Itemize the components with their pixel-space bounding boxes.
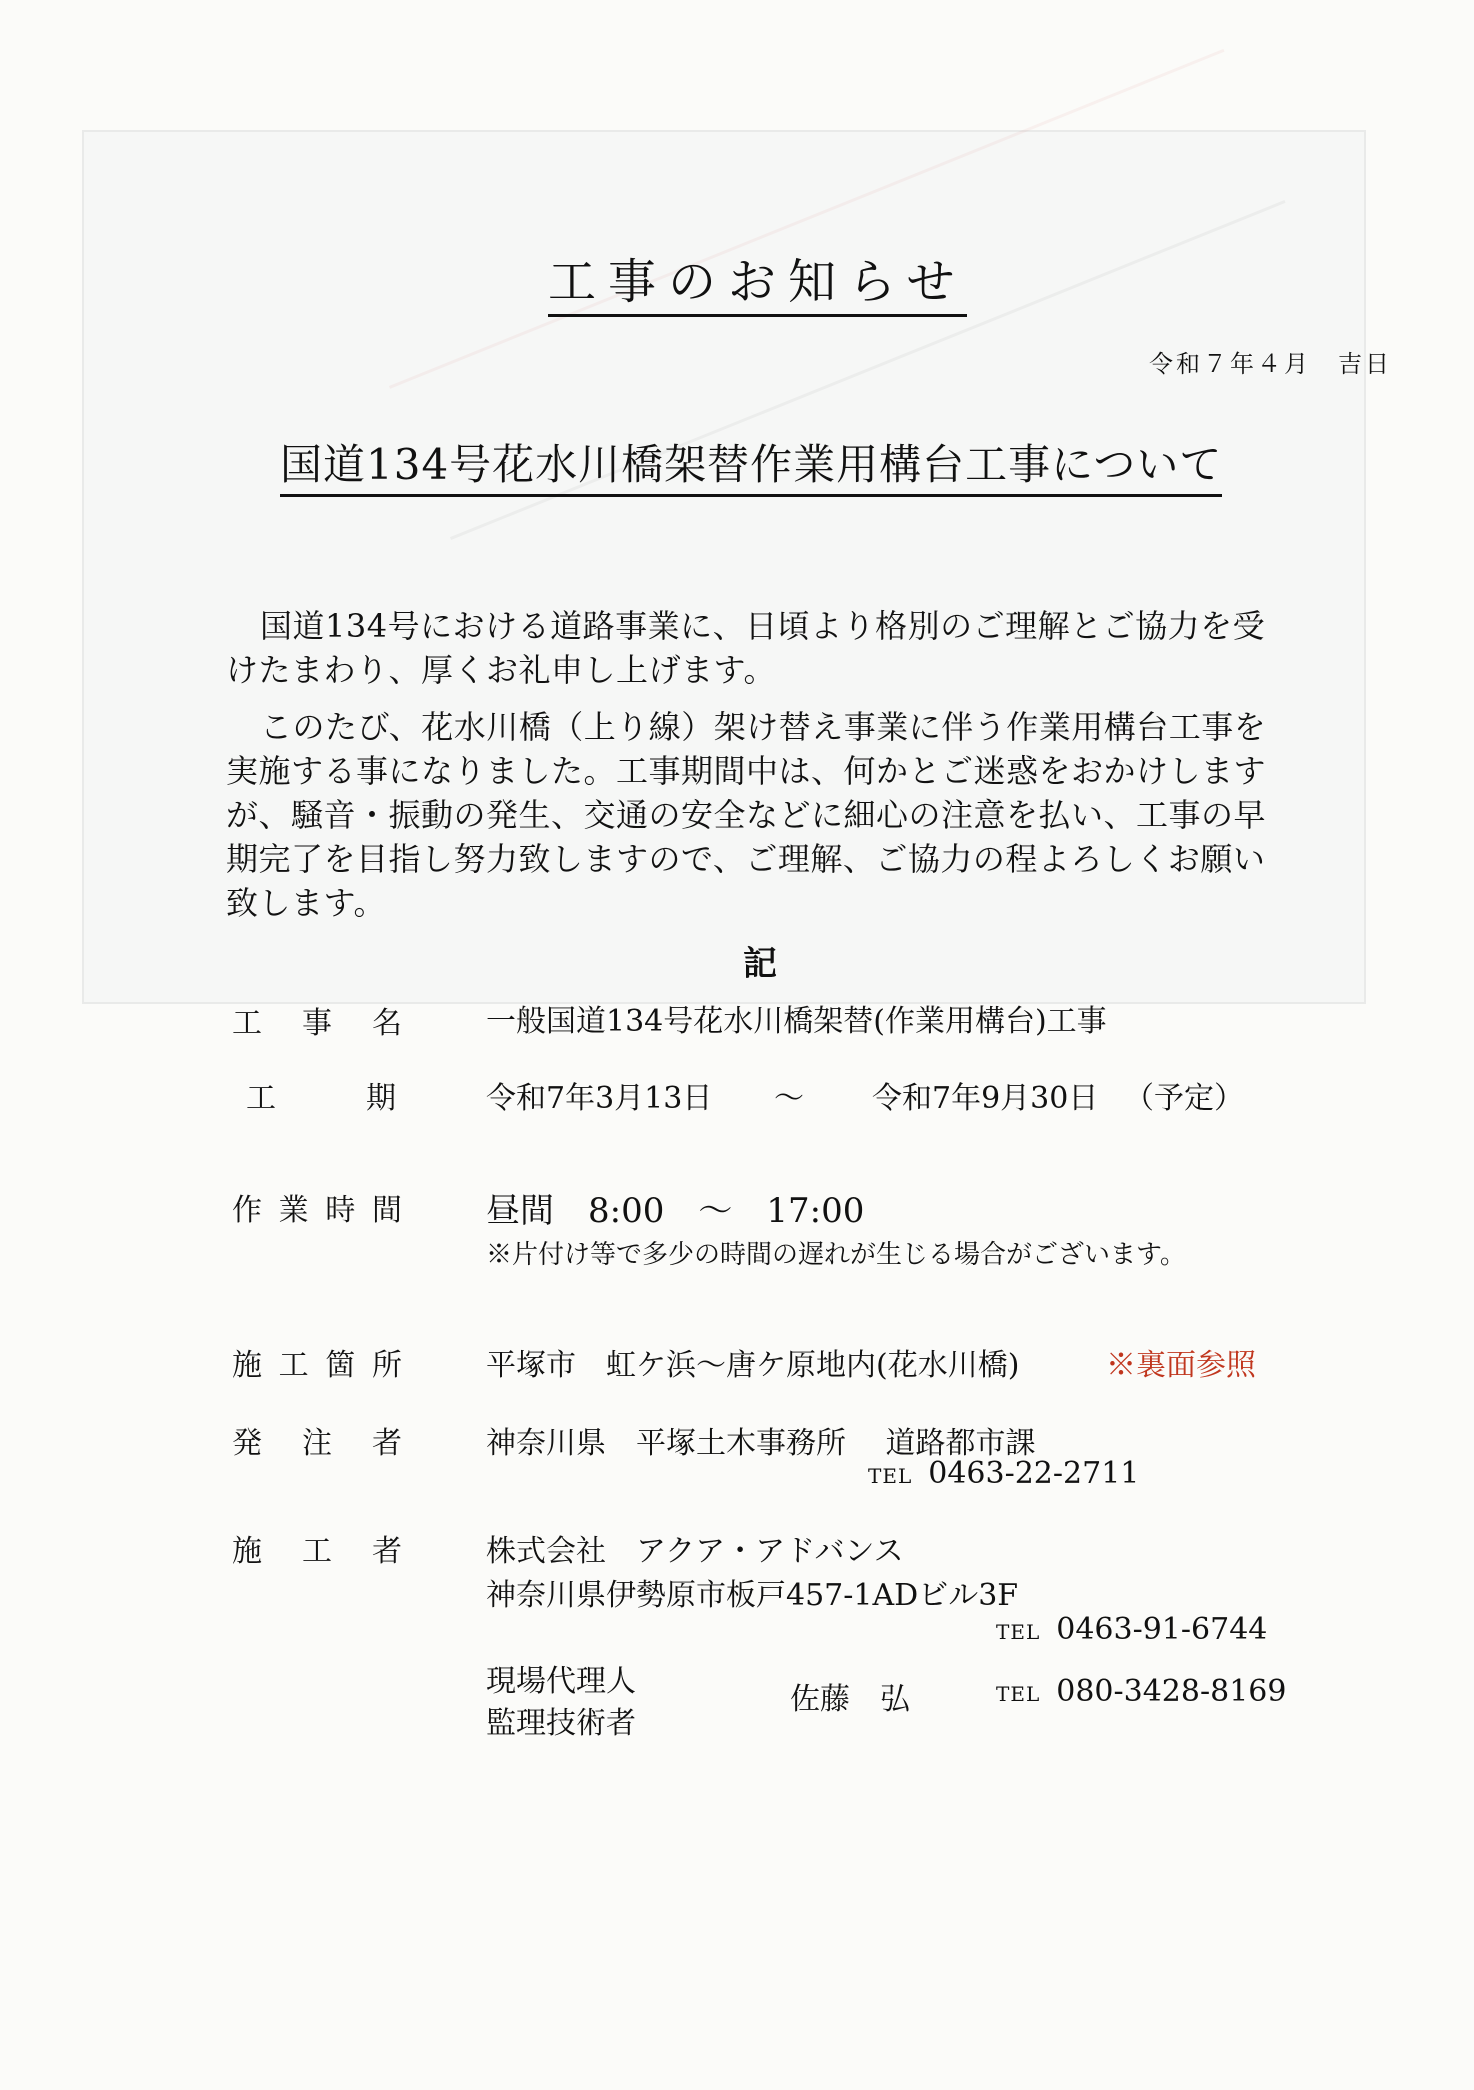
orderer-value: 神奈川県 平塚土木事務所 道路都市課 (486, 1426, 1036, 1461)
supervising-engineer-role: 監理技術者 (486, 1706, 636, 1741)
construction-name-value: 一般国道134号花水川橋架替(作業用構台)工事 (486, 1004, 1107, 1039)
body-paragraph-1: 国道134号における道路事業に、日頃より格別のご理解とご協力を受けたまわり、厚くお礼申し上げます。 (226, 607, 1266, 689)
work-hours-value: 昼間 8:00 ～ 17:00 (486, 1191, 865, 1231)
period-end: 令和7年9月30日 (872, 1081, 1099, 1116)
contractor-person: 佐藤 弘 (790, 1682, 910, 1717)
contractor-tel (996, 1612, 1267, 1647)
work-hours-note: ※片付け等で多少の時間の遅れが生じる場合がございます。 (486, 1240, 1186, 1270)
ki-heading: 記 (743, 944, 777, 984)
contractor-label: 施工者 (232, 1534, 402, 1569)
orderer-tel (868, 1456, 1139, 1491)
notice-title: 工事のお知らせ (548, 252, 967, 317)
period-label: 工期 (246, 1081, 396, 1116)
notice-date: 令和７年４月 吉日 (1149, 350, 1392, 378)
notice-body (226, 604, 1286, 938)
contractor-tel-label: TEL (996, 1620, 1041, 1644)
orderer-tel-label: TEL (868, 1464, 913, 1488)
site-agent-role: 現場代理人 (486, 1664, 636, 1699)
period-separator: ～ (774, 1081, 804, 1116)
construction-name-label: 工事名 (232, 1006, 402, 1041)
location-label: 施工箇所 (232, 1348, 402, 1383)
body-paragraph-2: このたび、花水川橋（上り線）架け替え事業に伴う作業用構台工事を実施する事になりました。工事期間中は、何かとご迷惑をおかけしますが、騒音・振動の発生、交通の安全などに細心の注意を払い、工事の早期完了を目指し努力致しますので、ご理解、ご協力の程よろしくお願い致します。 (226, 708, 1267, 922)
period-note: （予定） (1124, 1081, 1244, 1116)
period-start: 令和7年3月13日 (486, 1081, 713, 1116)
contractor-mobile-number: 080-3428-8169 (1056, 1674, 1287, 1709)
contractor-mobile (996, 1674, 1286, 1709)
contractor-company: 株式会社 アクア・アドバンス (486, 1534, 904, 1569)
location-note: ※裏面参照 (1106, 1348, 1256, 1383)
contractor-mobile-label: TEL (996, 1682, 1041, 1706)
notice-subject: 国道134号花水川橋架替作業用構台工事について (280, 438, 1222, 497)
orderer-label: 発注者 (232, 1426, 402, 1461)
location-value: 平塚市 虹ケ浜～唐ケ原地内(花水川橋) (486, 1348, 1020, 1383)
contractor-tel-number: 0463-91-6744 (1056, 1612, 1268, 1647)
work-hours-label: 作業時間 (232, 1193, 402, 1228)
contractor-address: 神奈川県伊勢原市板戸457-1ADビル3F (486, 1578, 1019, 1613)
orderer-tel-number: 0463-22-2711 (928, 1456, 1140, 1491)
